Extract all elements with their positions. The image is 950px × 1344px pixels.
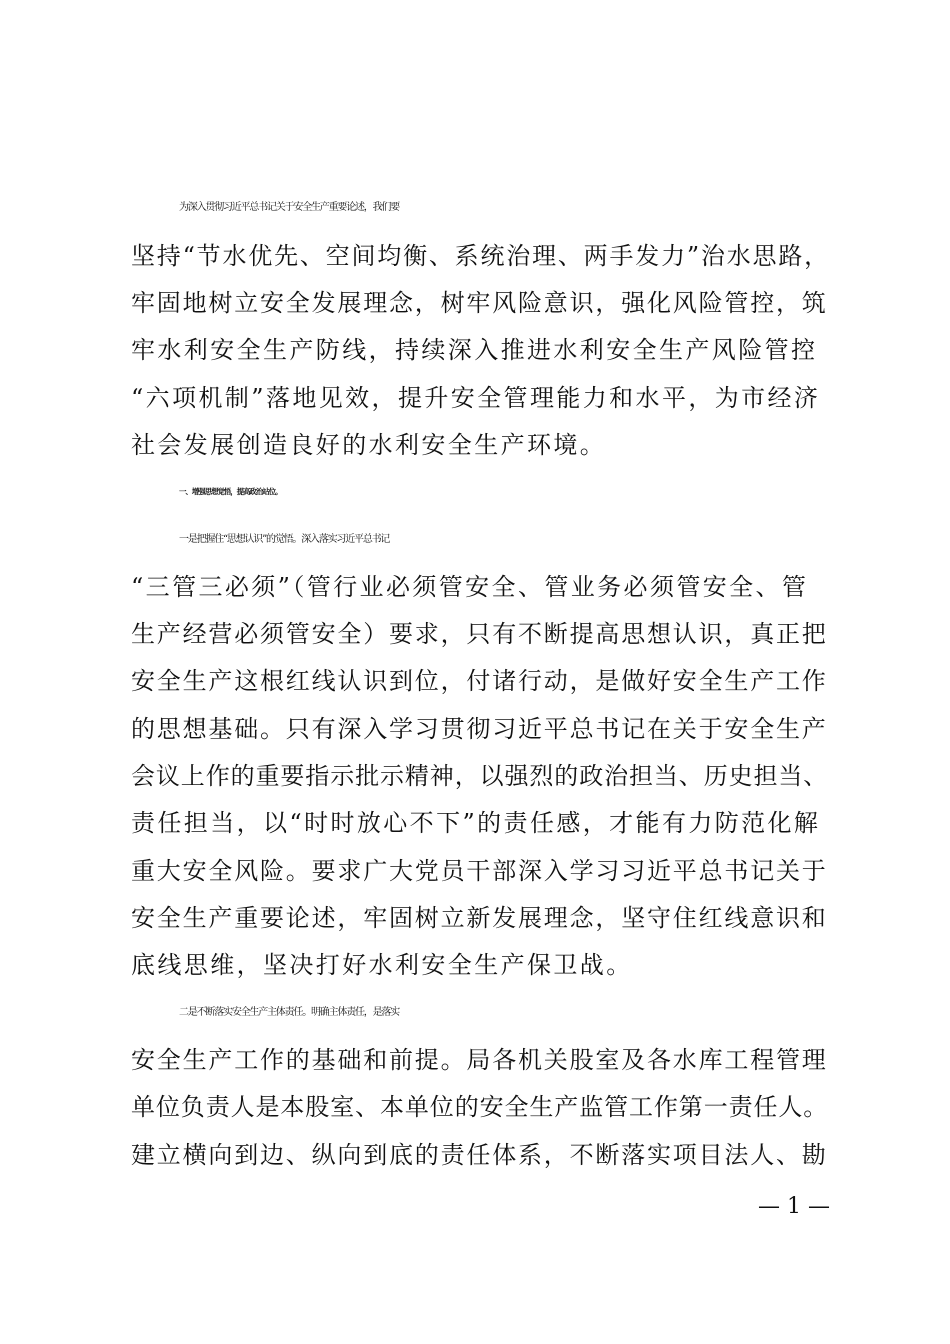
- intro-line-5: “六项机制”落地见效，提升安全管理能力和水平，为市经济: [131, 384, 821, 412]
- para1-line-2: “三管三必须”（管行业必须管安全、管业务必须管安全、管: [131, 573, 809, 601]
- para1-line-8: 重大安全风险。要求广大党员干部深入学习习近平总书记关于: [131, 857, 828, 885]
- para2-line-4: 建立横向到边、纵向到底的责任体系，不断落实项目法人、勘: [131, 1141, 828, 1169]
- para1-line-7: 责任担当，以“时时放心不下”的责任感，才能有力防范化解: [131, 809, 821, 837]
- intro-line-1: 为深入贯彻习近平总书记关于安全生产重要论述，我们要: [179, 202, 399, 213]
- intro-line-4: 牢水利安全生产防线，持续深入推进水利安全生产风险管控: [131, 336, 818, 364]
- intro-line-6: 社会发展创造良好的水利安全生产环境。: [131, 431, 607, 459]
- para1-line-6: 会议上作的重要指示批示精神，以强烈的政治担当、历史担当、: [131, 762, 829, 790]
- para1-line-3: 生产经营必须管安全）要求，只有不断提高思想认识，真正把: [131, 620, 828, 648]
- page-number: — 1 —: [758, 1194, 830, 1219]
- para1-line-1: 一是把握住“思想认识”的觉悟。深入落实习近平总书记: [179, 534, 390, 545]
- para1-line-5: 的思想基础。只有深入学习贯彻习近平总书记在关于安全生产: [131, 715, 828, 743]
- para1-line-9: 安全生产重要论述，牢固树立新发展理念，坚守住红线意识和: [131, 904, 828, 932]
- para2-line-2: 安全生产工作的基础和前提。局各机关股室及各水库工程管理: [131, 1046, 828, 1074]
- para1-line-10: 底线思维，坚决打好水利安全生产保卫战。: [131, 951, 633, 979]
- para1-line-4: 安全生产这根红线认识到位，付诸行动，是做好安全生产工作: [131, 667, 828, 695]
- para2-line-3: 单位负责人是本股室、本单位的安全生产监管工作第一责任人。: [131, 1093, 829, 1121]
- intro-line-3: 牢固地树立安全发展理念，树牢风险意识，强化风险管控，筑: [131, 289, 828, 317]
- section-heading-1: 一、增强思想觉悟，提高政治站位。: [179, 487, 282, 496]
- para2-line-1: 二是不断落实安全生产主体责任。明确主体责任，是落实: [179, 1007, 399, 1018]
- intro-line-2: 坚持“节水优先、空间均衡、系统治理、两手发力”治水思路，: [131, 242, 830, 270]
